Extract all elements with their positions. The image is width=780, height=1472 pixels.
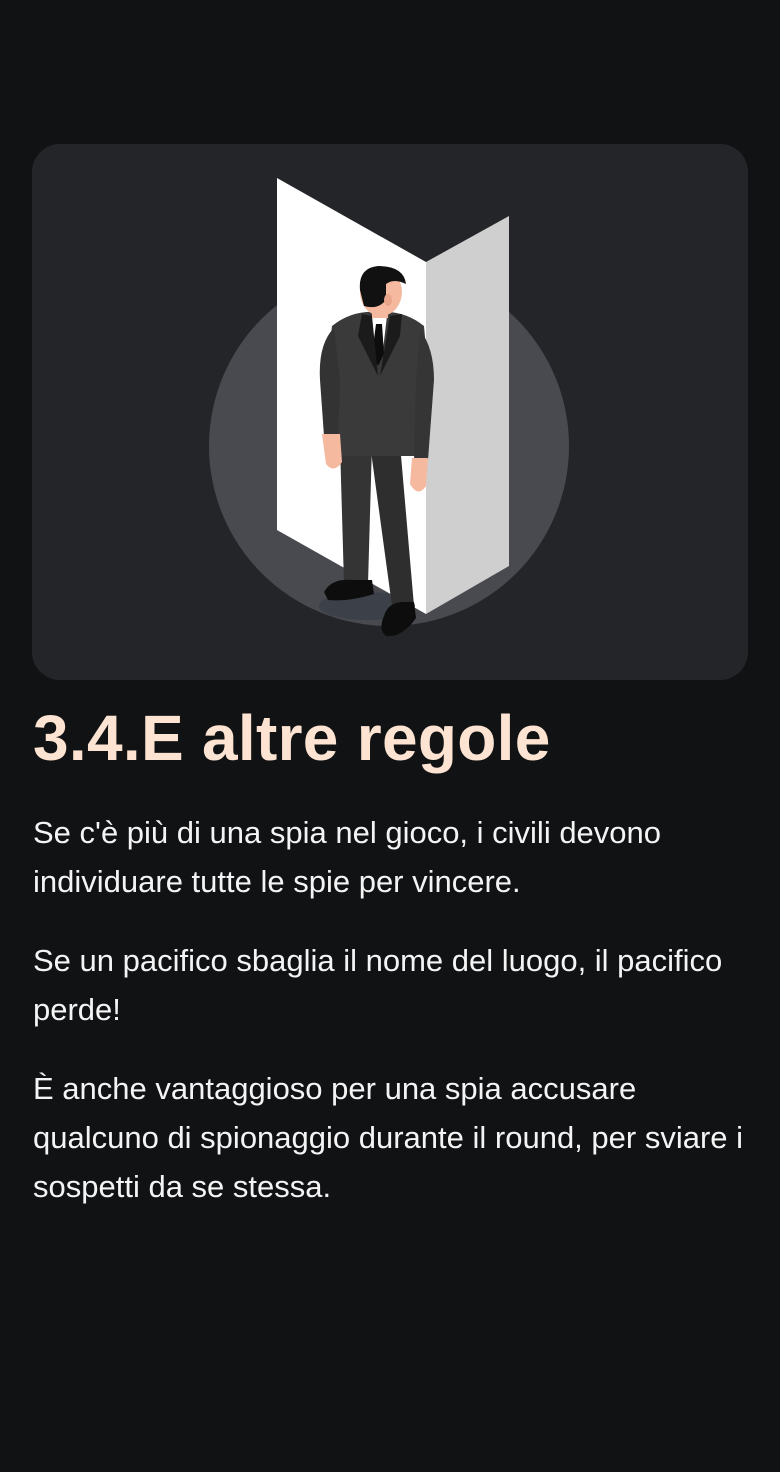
- spy-ear: [384, 294, 392, 306]
- door-side-panel: [426, 216, 509, 614]
- rule-paragraph-3: È anche vantaggioso per una spia accusare qualcuno di spionaggio durante il round, per sviare i sospetti da se stessa.: [33, 1071, 744, 1204]
- rules-content: [33, 808, 745, 1241]
- spy-left-leg: [340, 444, 372, 584]
- rule-paragraph-1: Se c'è più di una spia nel gioco, i civili devono individuare tutte le spie per vincere.: [33, 815, 662, 899]
- section-title: 3.4.E altre regole: [33, 702, 551, 774]
- illustration-card: [32, 144, 748, 680]
- spy-illustration: [32, 144, 748, 680]
- rule-paragraph-2: Se un pacifico sbaglia il nome del luogo, il pacifico perde!: [33, 943, 723, 1027]
- spy-right-hand: [410, 458, 428, 492]
